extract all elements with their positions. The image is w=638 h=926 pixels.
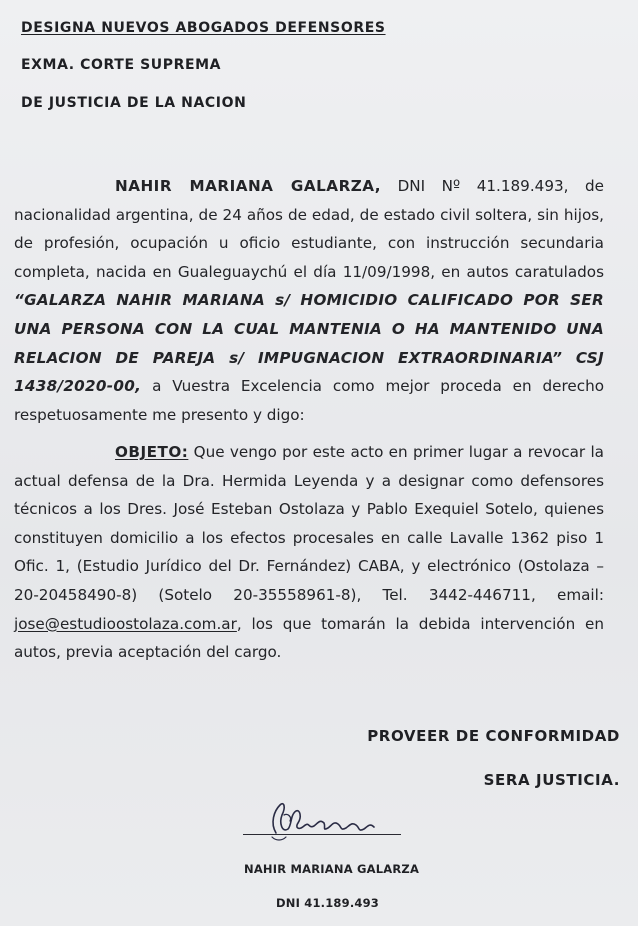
signature-line: [243, 834, 401, 835]
objeto-label: OBJETO:: [115, 443, 189, 461]
objeto-text-1: Que vengo por este acto en primer lugar a revocar la actual defensa de la Dra. Hermida Leyenda y a designar como defensores técnicos a los Dres. José Esteban Ostolaza y Pablo Exequiel Sotelo, quienes constituyen domicilio a los efectos procesales en calle Lavalle 1362 piso 1 Ofic. 1, (Estudio Jurídico del Dr. Fernández) CABA, y electrónico (Ostolaza – 20-20458490-8) (Sotelo 20-35558961-8), Tel. 3442-446711, email:: [14, 443, 604, 604]
intro-text-2: a Vuestra Excelencia como mejor proceda en derecho respetuosamente me presento y digo:: [14, 377, 604, 424]
intro-text-1: DNI Nº 41.189.493, de nacionalidad argentina, de 24 años de edad, de estado civil soltera, sin hijos, de profesión, ocupación u oficio estudiante, con instrucción secundaria completa, nacida en Gualeguaychú el día 11/09/1998, en autos caratulados: [14, 177, 604, 281]
intro-paragraph: [14, 172, 604, 429]
email-link[interactable]: jose@estudioostolaza.com.ar: [14, 614, 237, 633]
case-title: “GALARZA NAHIR MARIANA s/ HOMICIDIO CALIFICADO POR SER UNA PERSONA CON LA CUAL MANTENIA O HA MANTENIDO UNA RELACION DE PAREJA s/ IMPUGNACION EXTRAORDINARIA” CSJ 1438/2020-00,: [14, 291, 604, 396]
document-title: DESIGNA NUEVOS ABOGADOS DEFENSORES: [21, 20, 386, 36]
addressee-line-2: DE JUSTICIA DE LA NACION: [21, 95, 247, 111]
addressee-line-1: EXMA. CORTE SUPREMA: [21, 57, 222, 73]
signer-dni: DNI 41.189.493: [276, 896, 380, 910]
closing-sera-justicia: SERA JUSTICIA.: [483, 771, 620, 789]
petitioner-name: NAHIR MARIANA GALARZA,: [115, 177, 382, 195]
signer-name: NAHIR MARIANA GALARZA: [244, 862, 420, 876]
handwritten-signature: [262, 793, 387, 845]
closing-proveer: PROVEER DE CONFORMIDAD: [367, 727, 620, 745]
objeto-text-2: , los que tomarán la debida intervención en autos, previa aceptación del cargo.: [14, 614, 604, 662]
objeto-paragraph: [14, 438, 604, 667]
